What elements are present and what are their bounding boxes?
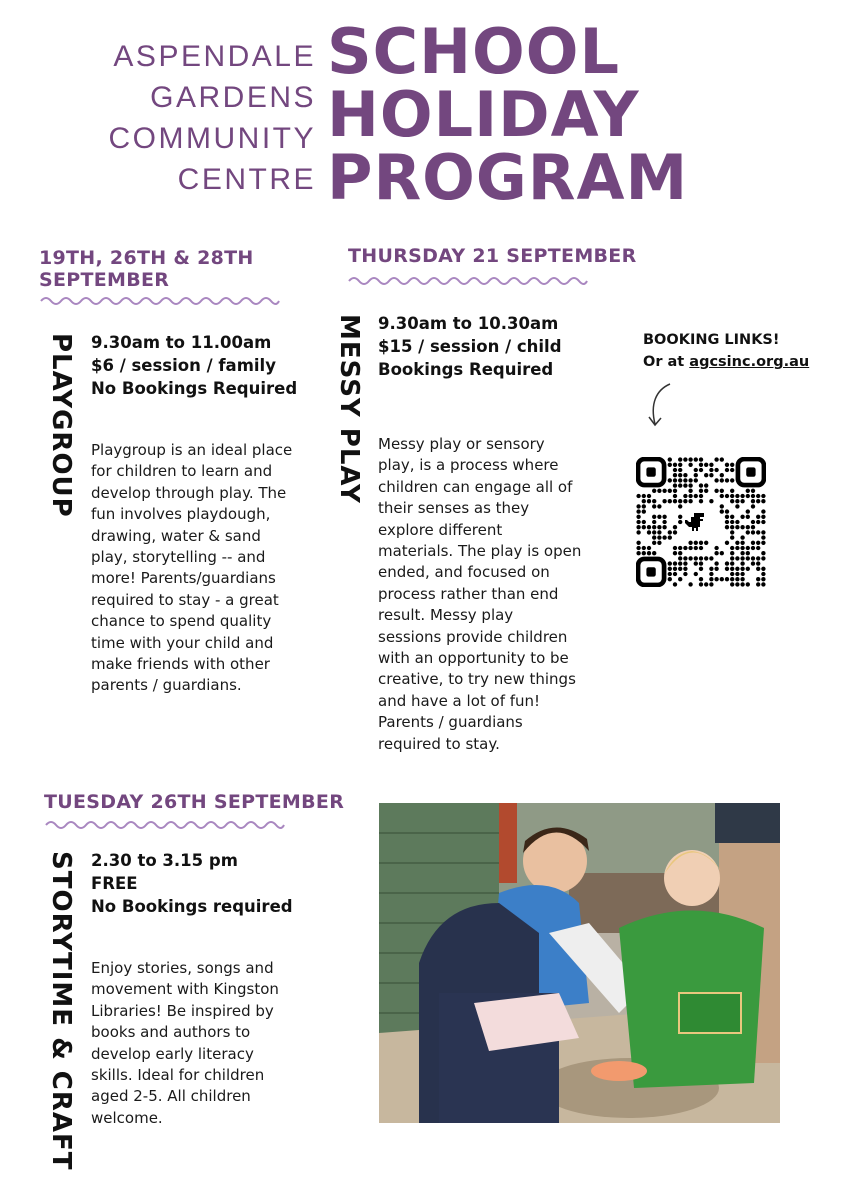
description-line: books and authors to [91, 1023, 251, 1042]
description-line: sessions provide children [378, 627, 568, 646]
description-line: develop through play. The [91, 483, 287, 502]
storytime-date: TUESDAY 26TH SEPTEMBER [44, 791, 345, 813]
session-price: FREE [91, 874, 138, 893]
description-line: their senses as they [378, 499, 530, 518]
description-line: time with your child and [91, 633, 274, 652]
description-line: Libraries! Be inspired by [91, 1001, 274, 1020]
booking-website-line [643, 351, 809, 373]
description-line: aged 2-5. All children [91, 1087, 251, 1106]
description-line: fun involves playdough, [91, 505, 271, 524]
description-line: chance to spend quality [91, 612, 272, 631]
storytime-description [91, 958, 301, 1129]
booking-info [643, 329, 809, 373]
session-time: 9.30am to 10.30am [378, 314, 559, 333]
booking-heading: BOOKING LINKS! [643, 332, 780, 348]
wavy-divider-icon [39, 294, 281, 308]
organisation-name [60, 36, 316, 200]
org-line: GARDENS [150, 81, 316, 114]
photo-illustration [379, 803, 780, 1123]
description-line: more! Parents/guardians [91, 569, 276, 588]
description-line: play, is a process where [378, 456, 559, 475]
description-line: welcome. [91, 1108, 163, 1127]
program-title [327, 15, 689, 214]
title-line: SCHOOL [327, 15, 620, 88]
org-line: CENTRE [177, 163, 316, 196]
booking-requirement: Bookings Required [378, 360, 554, 379]
description-line: Parents / guardians [378, 713, 523, 732]
description-line: creative, to try new things [378, 670, 576, 689]
description-line: Messy play or sensory [378, 435, 545, 453]
description-line: with an opportunity to be [378, 649, 569, 668]
qr-code-icon[interactable] [636, 457, 766, 587]
session-price: $6 / session / family [91, 356, 276, 375]
description-line: movement with Kingston [91, 980, 279, 999]
curved-arrow-icon [640, 380, 680, 430]
messy-play-description [378, 434, 598, 755]
description-line: play, storytelling -- and [91, 548, 266, 567]
storytime-details [91, 849, 293, 918]
booking-requirement: No Bookings required [91, 897, 293, 916]
description-line: result. Messy play [378, 606, 514, 625]
description-line: children can engage all of [378, 477, 573, 496]
description-line: process rather than end [378, 584, 559, 603]
playgroup-details [91, 331, 297, 400]
session-time: 2.30 to 3.15 pm [91, 851, 238, 870]
description-line: for children to learn and [91, 462, 273, 481]
session-time: 9.30am to 11.00am [91, 333, 272, 352]
playgroup-title: PLAYGROUP [46, 333, 76, 518]
messy-play-title: MESSY PLAY [334, 314, 364, 504]
playgroup-dates: 19TH, 26TH & 28TH SEPTEMBER [39, 247, 254, 291]
org-line: ASPENDALE [113, 40, 316, 73]
messy-play-details [378, 312, 562, 381]
description-line: and have a lot of fun! [378, 691, 541, 710]
description-line: materials. The play is open [378, 542, 582, 561]
booking-requirement: No Bookings Required [91, 379, 298, 398]
wavy-divider-icon [44, 818, 286, 832]
description-line: Enjoy stories, songs and [91, 959, 274, 977]
description-line: ended, and focused on [378, 563, 550, 582]
description-line: make friends with other [91, 655, 270, 674]
description-line: Playgroup is an ideal place [91, 441, 293, 459]
description-line: required to stay - a great [91, 590, 279, 609]
description-line: required to stay. [378, 734, 500, 753]
storytime-title: STORYTIME & CRAFT [46, 851, 76, 1171]
children-playing-photo [379, 803, 780, 1123]
description-line: develop early literacy [91, 1044, 254, 1063]
description-line: parents / guardians. [91, 676, 242, 695]
playgroup-description [91, 440, 311, 697]
booking-website-link[interactable]: agcsinc.org.au [689, 354, 810, 370]
description-line: skills. Ideal for children [91, 1066, 265, 1085]
title-line: PROGRAM [327, 141, 689, 214]
wavy-divider-icon [347, 274, 589, 288]
messy-play-date: THURSDAY 21 SEPTEMBER [348, 245, 637, 267]
session-price: $15 / session / child [378, 337, 562, 356]
org-line: COMMUNITY [108, 122, 316, 155]
description-line: explore different [378, 520, 503, 539]
booking-prefix: Or at [643, 354, 690, 370]
description-line: drawing, water & sand [91, 526, 261, 545]
title-line: HOLIDAY [327, 78, 640, 151]
